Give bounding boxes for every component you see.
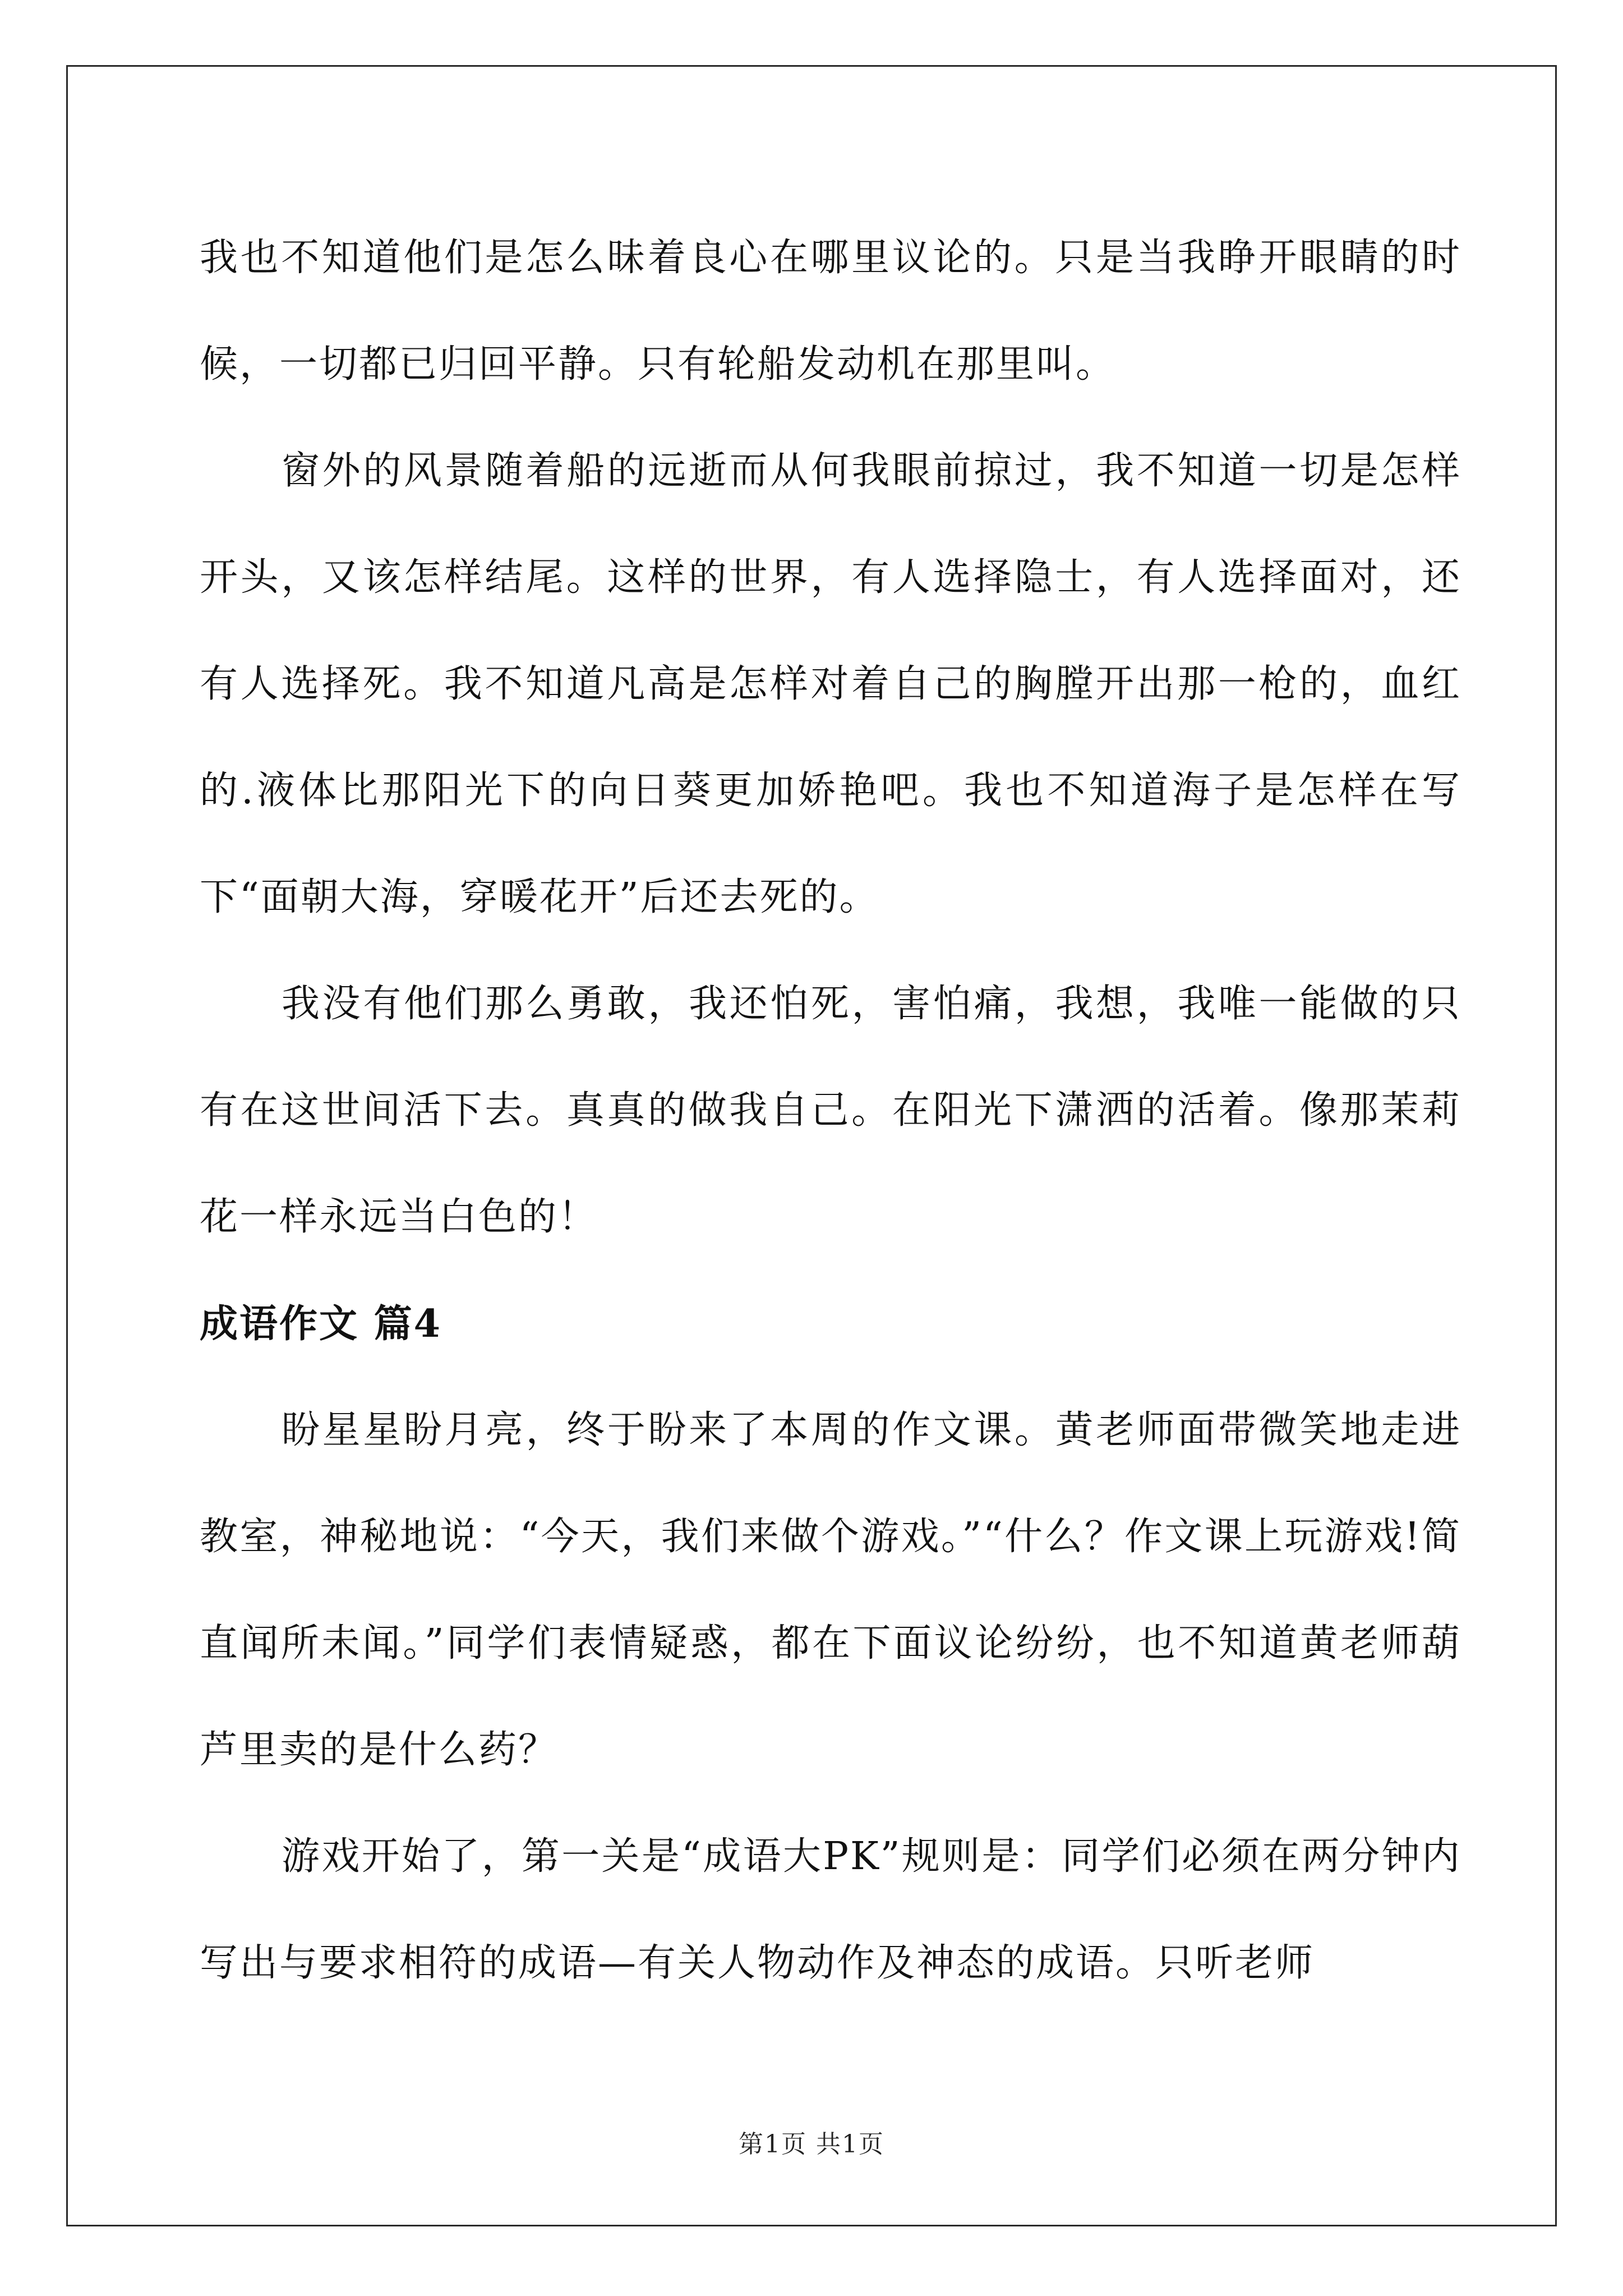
- paragraph: 游戏开始了，第一关是“成语大PK”规则是：同学们必须在两分钟内写出与要求相符的成语—有关人物动作及神态的成语。只听老师: [200, 1834, 1461, 1985]
- paragraph: 窗外的风景随着船的远逝而从何我眼前掠过，我不知道一切是怎样开头，又该怎样结尾。这样的世界，有人选择隐士，有人选择面对，还有人选择死。我不知道凡高是怎样对着自己的胸膛开出那一枪的，血红的.液体比那阳光下的向日葵更加娇艳吧。我也不知道海子是怎样在写下“面朝大海，穿暖花开”后还去死的。: [200, 449, 1461, 919]
- paragraph: 我也不知道他们是怎么昧着良心在哪里议论的。只是当我睁开眼睛的时候，一切都已归回平静。只有轮船发动机在那里叫。: [200, 236, 1461, 386]
- document-body: [200, 205, 1461, 2017]
- paragraph: 我没有他们那么勇敢，我还怕死，害怕痛，我想，我唯一能做的只有在这世间活下去。真真的做我自己。在阳光下潇洒的活着。像那茉莉花一样永远当白色的！: [200, 982, 1461, 1239]
- paragraph: 盼星星盼月亮，终于盼来了本周的作文课。黄老师面带微笑地走进教室，神秘地说：“今天，我们来做个游戏。”“什么？作文课上玩游戏!简直闻所未闻。”同学们表情疑惑，都在下面议论纷纷，也不知道黄老师葫芦里卖的是什么药？: [200, 1408, 1461, 1772]
- section-heading: 成语作文 篇4: [200, 1301, 442, 1346]
- page-number-footer: 第1页 共1页: [739, 2130, 884, 2159]
